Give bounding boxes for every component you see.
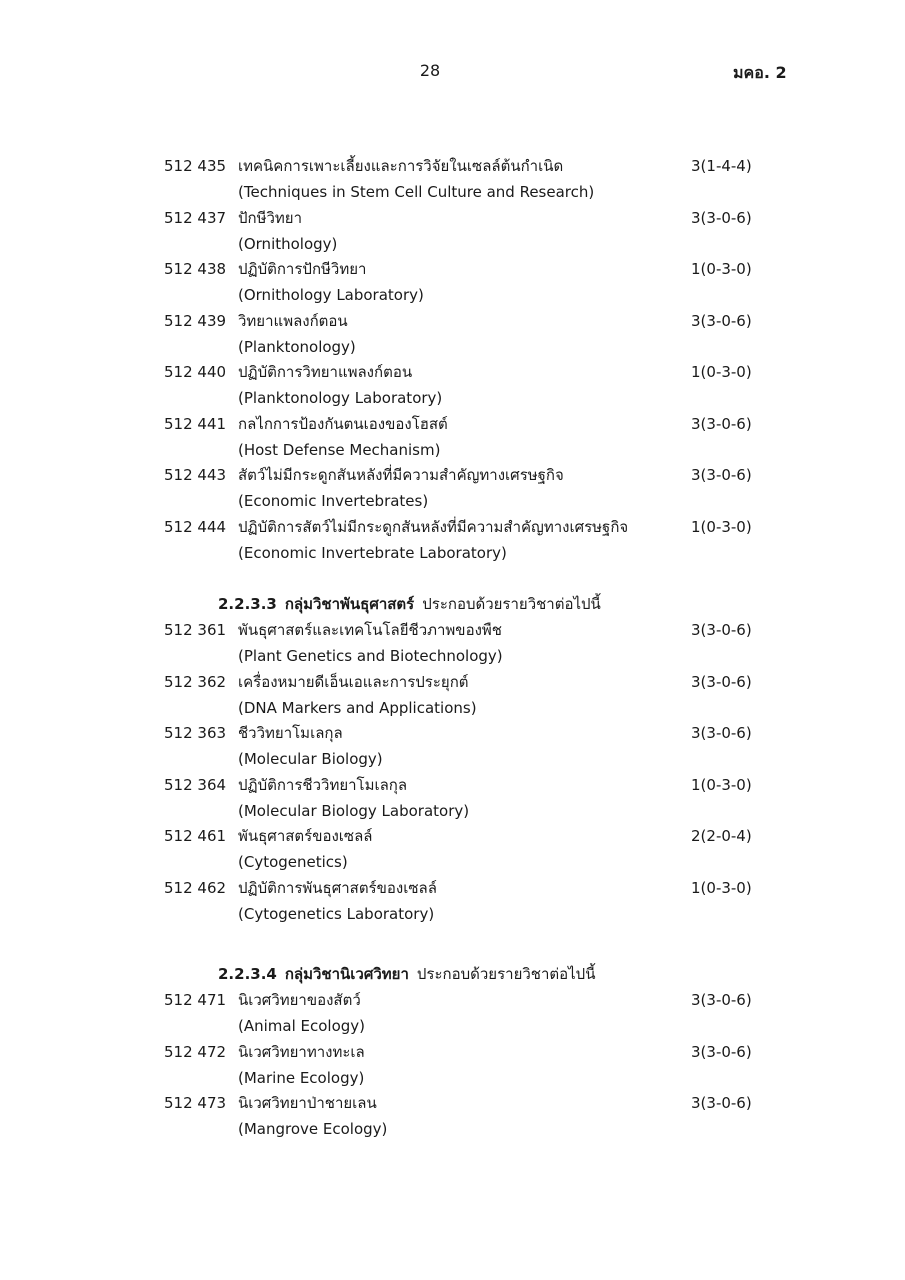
course-code: 512 438 [164, 260, 227, 278]
section-number: 2.2.3.4 [218, 965, 277, 983]
course-entry [0, 1093, 905, 1145]
course-code: 512 364 [164, 775, 227, 794]
course-code: 512 472 [164, 1042, 227, 1061]
course-title-english: (Molecular Biology Laboratory) [238, 801, 470, 820]
course-credit: 3(3-0-6) [691, 466, 752, 484]
course-code: 512 471 [164, 991, 227, 1009]
course-credit: 3(1-4-4) [691, 157, 752, 175]
course-credit: 3(3-0-6) [691, 672, 752, 691]
course-code: 512 461 [164, 827, 227, 845]
course-title-thai: วิทยาแพลงก์ตอน [238, 311, 348, 330]
course-credit: 3(3-0-6) [691, 991, 752, 1009]
course-title-thai: กลไกการป้องกันตนเองของโฮสต์ [238, 414, 448, 433]
course-credit: 1(0-3-0) [691, 260, 752, 278]
course-code: 512 362 [164, 672, 227, 691]
course-credit: 3(3-0-6) [691, 621, 752, 639]
course-entry [0, 465, 905, 517]
course-title-thai: สัตว์ไม่มีกระดูกสันหลังที่มีความสำคัญทางเศรษฐกิจ [238, 466, 564, 484]
course-entry [0, 990, 905, 1042]
section-name: กลุ่มวิชาพันธุศาสตร์ [284, 595, 415, 613]
course-title-english: (Planktonology Laboratory) [238, 389, 443, 407]
course-credit: 3(3-0-6) [691, 724, 752, 742]
course-entry [0, 208, 905, 260]
course-title-english: (Ornithology Laboratory) [238, 286, 424, 304]
course-code: 512 444 [164, 517, 227, 536]
course-code: 512 361 [164, 621, 227, 639]
course-title-thai: เทคนิคการเพาะเลี้ยงและการวิจัยในเซลล์ต้นกำเนิด [238, 157, 564, 175]
course-entry [0, 414, 905, 466]
course-credit: 3(3-0-6) [691, 311, 752, 330]
course-code: 512 363 [164, 724, 227, 742]
course-code: 512 437 [164, 208, 227, 227]
course-title-thai: ปักษีวิทยา [238, 208, 303, 227]
course-entry [0, 259, 905, 311]
course-title-thai: นิเวศวิทยาทางทะเล [238, 1042, 365, 1061]
course-credit: 3(3-0-6) [691, 1094, 752, 1112]
course-title-english: (Planktonology) [238, 337, 356, 356]
course-title-english: (DNA Markers and Applications) [238, 698, 477, 717]
course-code: 512 443 [164, 466, 227, 484]
course-credit: 2(2-0-4) [691, 827, 752, 845]
course-title-english: (Economic Invertebrates) [238, 492, 429, 510]
section-suffix: ประกอบด้วยรายวิชาต่อไปนี้ [422, 595, 601, 613]
course-list-continued [0, 156, 905, 568]
course-title-english: (Cytogenetics) [238, 853, 348, 871]
course-title-thai: ชีววิทยาโมเลกุล [238, 724, 343, 742]
course-entry [0, 672, 905, 724]
course-entry [0, 1042, 905, 1094]
course-credit: 1(0-3-0) [691, 878, 752, 897]
course-code: 512 462 [164, 878, 227, 897]
course-title-thai: นิเวศวิทยาป่าชายเลน [238, 1094, 377, 1112]
course-title-thai: ปฏิบัติการพันธุศาสตร์ของเซลล์ [238, 878, 437, 897]
course-title-english: (Techniques in Stem Cell Culture and Research) [238, 183, 595, 201]
course-credit: 1(0-3-0) [691, 363, 752, 381]
document-code: มคอ. 2 [733, 63, 787, 82]
course-list-ecology [0, 990, 905, 1145]
section-suffix: ประกอบด้วยรายวิชาต่อไปนี้ [416, 965, 596, 983]
course-title-english: (Marine Ecology) [238, 1068, 365, 1087]
section-heading-genetics [218, 594, 601, 614]
course-code: 512 441 [164, 414, 227, 433]
course-entry [0, 878, 905, 930]
course-credit: 3(3-0-6) [691, 414, 752, 433]
section-heading-ecology [218, 964, 595, 984]
course-entry [0, 723, 905, 775]
course-title-english: (Host Defense Mechanism) [238, 440, 441, 459]
course-entry [0, 311, 905, 363]
course-title-thai: พันธุศาสตร์ของเซลล์ [238, 827, 373, 845]
course-entry [0, 517, 905, 569]
course-title-english: (Animal Ecology) [238, 1017, 366, 1035]
course-title-thai: ปฏิบัติการปักษีวิทยา [238, 260, 367, 278]
course-title-english: (Molecular Biology) [238, 750, 383, 768]
course-title-english: (Mangrove Ecology) [238, 1120, 388, 1138]
course-title-thai: ปฏิบัติการสัตว์ไม่มีกระดูกสันหลังที่มีความสำคัญทางเศรษฐกิจ [238, 517, 629, 536]
course-title-english: (Economic Invertebrate Laboratory) [238, 543, 507, 562]
course-title-thai: ปฏิบัติการชีววิทยาโมเลกุล [238, 775, 408, 794]
section-name: กลุ่มวิชานิเวศวิทยา [284, 965, 409, 983]
course-credit: 1(0-3-0) [691, 517, 752, 536]
course-title-english: (Cytogenetics Laboratory) [238, 904, 435, 923]
course-entry [0, 362, 905, 414]
course-title-english: (Ornithology) [238, 234, 338, 253]
course-title-thai: เครื่องหมายดีเอ็นเอและการประยุกต์ [238, 672, 469, 691]
course-entry [0, 620, 905, 672]
section-number: 2.2.3.3 [218, 595, 277, 613]
course-title-thai: นิเวศวิทยาของสัตว์ [238, 991, 361, 1009]
course-entry [0, 156, 905, 208]
course-credit: 3(3-0-6) [691, 1042, 752, 1061]
course-code: 512 440 [164, 363, 227, 381]
course-credit: 1(0-3-0) [691, 775, 752, 794]
course-code: 512 439 [164, 311, 227, 330]
page-number: 28 [419, 61, 441, 80]
course-code: 512 473 [164, 1094, 227, 1112]
course-entry [0, 775, 905, 827]
course-title-thai: ปฏิบัติการวิทยาแพลงก์ตอน [238, 363, 413, 381]
course-title-thai: พันธุศาสตร์และเทคโนโลยีชีวภาพของพืช [238, 621, 502, 639]
course-title-english: (Plant Genetics and Biotechnology) [238, 647, 503, 665]
course-entry [0, 826, 905, 878]
course-code: 512 435 [164, 157, 227, 175]
course-list-genetics [0, 620, 905, 929]
course-credit: 3(3-0-6) [691, 208, 752, 227]
